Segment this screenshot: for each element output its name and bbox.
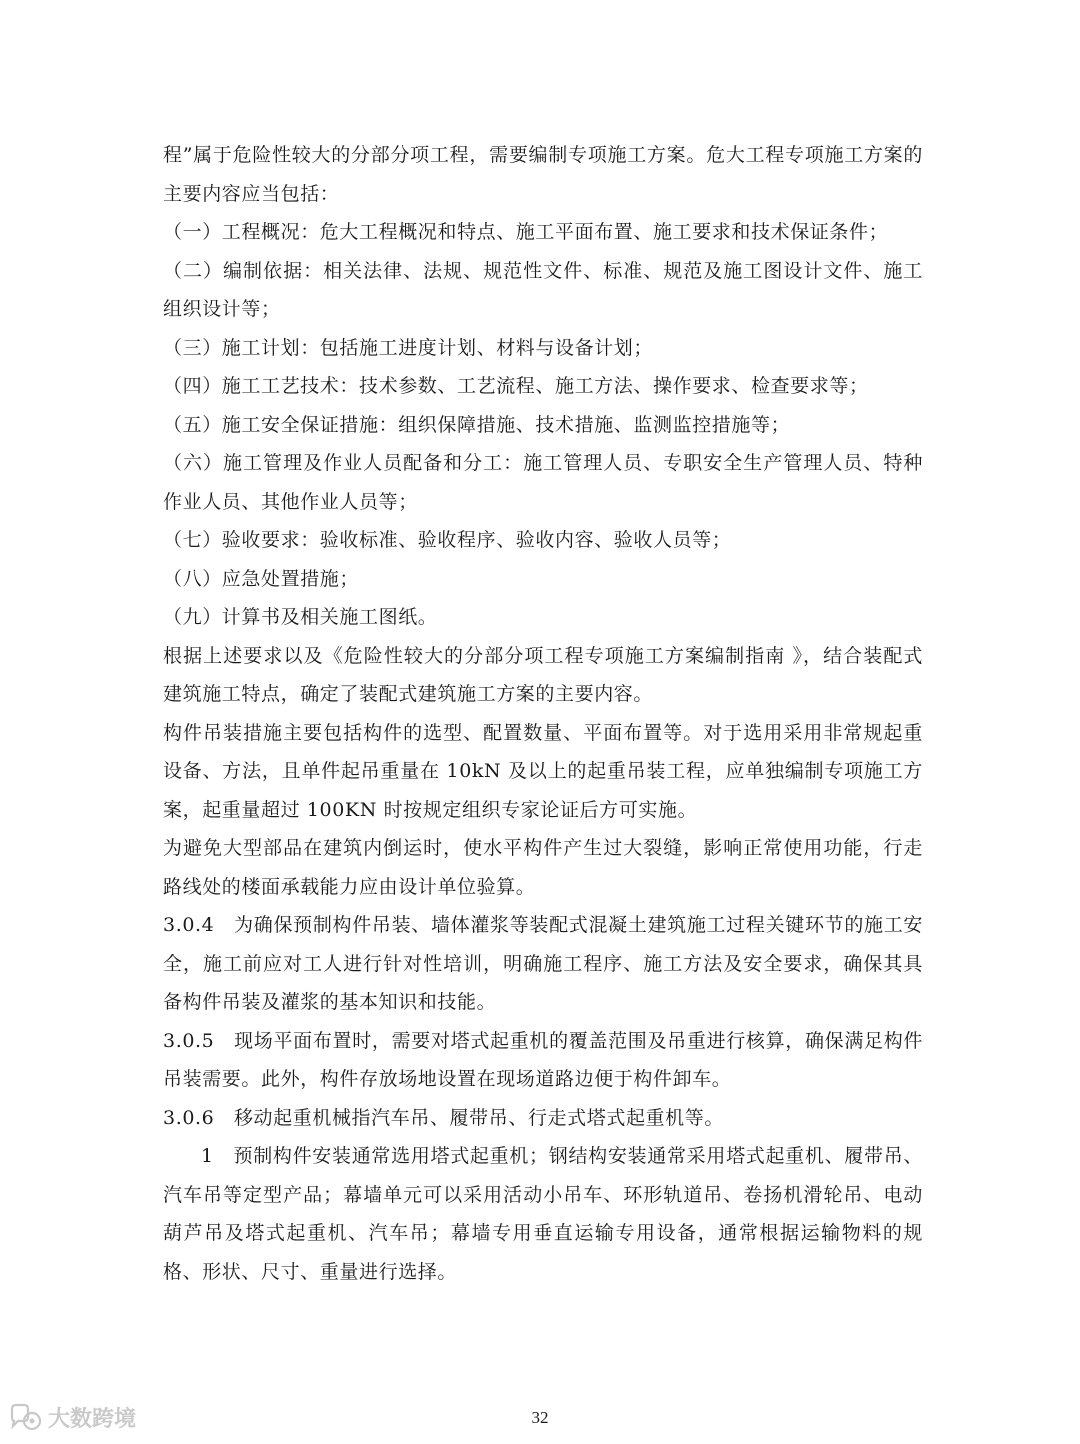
list-item-8: （八）应急处置措施； [163,567,360,590]
list-item-2: （二）编制依据：相关法律、法规、规范性文件、标准、规范及施工图设计文件、施工组织设计等； [163,259,923,320]
watermark [8,1402,136,1433]
clause-3-0-6-item-1: 1 预制构件安装通常选用塔式起重机；钢结构安装通常采用塔式起重机、履带吊、汽车吊等定型产品；幕墙单元可以采用活动小吊车、环形轨道吊、卷扬机滑轮吊、电动葫芦吊及塔式起重机、汽车吊；幕墙专用垂直运输专用设备，通常根据运输物料的规格、形状、尺寸、重量进行选择。 [163,1145,923,1283]
list-item-6: （六）施工管理及作业人员配备和分工：施工管理人员、专职安全生产管理人员、特种作业人员、其他作业人员等； [163,452,923,513]
watermark-text: 大数跨境 [48,1407,137,1432]
clause-3-0-4: 3.0.4 为确保预制构件吊装、墙体灌浆等装配式混凝土建筑施工过程关键环节的施工安全，施工前应对工人进行针对性培训，明确施工程序、施工方法及安全要求，确保其具备构件吊装及灌浆的基本知识和技能。 [163,914,923,1013]
list-item-4: （四）施工工艺技术：技术参数、工艺流程、施工方法、操作要求、检查要求等； [163,375,869,397]
list-item-1: （一）工程概况：危大工程概况和特点、施工平面布置、施工要求和技术保证条件； [163,221,889,243]
paragraph-guideline: 根据上述要求以及《危险性较大的分部分项工程专项施工方案编制指南 》，结合装配式建筑施工特点，确定了装配式建筑施工方案的主要内容。 [163,644,923,705]
body-text [163,136,923,1291]
clause-3-0-6: 3.0.6 移动起重机械指汽车吊、履带吊、行走式塔式起重机等。 [163,1106,724,1129]
list-item-3: （三）施工计划：包括施工进度计划、材料与设备计划； [163,336,654,359]
clause-3-0-5: 3.0.5 现场平面布置时，需要对塔式起重机的覆盖范围及吊重进行核算，确保满足构件吊装需要。此外，构件存放场地设置在现场道路边便于构件卸车。 [163,1029,923,1090]
paragraph-intro: 程”属于危险性较大的分部分项工程，需要编制专项施工方案。危大工程专项施工方案的主要内容应当包括： [163,144,923,205]
list-item-7: （七）验收要求：验收标准、验收程序、验收内容、验收人员等； [163,529,732,551]
paragraph-floor-load: 为避免大型部品在建筑内倒运时，使水平构件产生过大裂缝，影响正常使用功能，行走路线处的楼面承载能力应由设计单位验算。 [163,837,923,898]
page-number: 32 [531,1408,549,1427]
list-item-9: （九）计算书及相关施工图纸。 [163,606,438,628]
brand-logo-icon [8,1403,42,1433]
paragraph-lifting: 构件吊装措施主要包括构件的选型、配置数量、平面布置等。对于选用采用非常规起重设备、方法，且单件起吊重量在 10kN 及以上的起重吊装工程，应单独编制专项施工方案，起重量超过 100KN 时按规定组织专家论证后方可实施。 [163,721,923,821]
list-item-5: （五）施工安全保证措施：组织保障措施、技术措施、监测监控措施等； [163,413,791,436]
